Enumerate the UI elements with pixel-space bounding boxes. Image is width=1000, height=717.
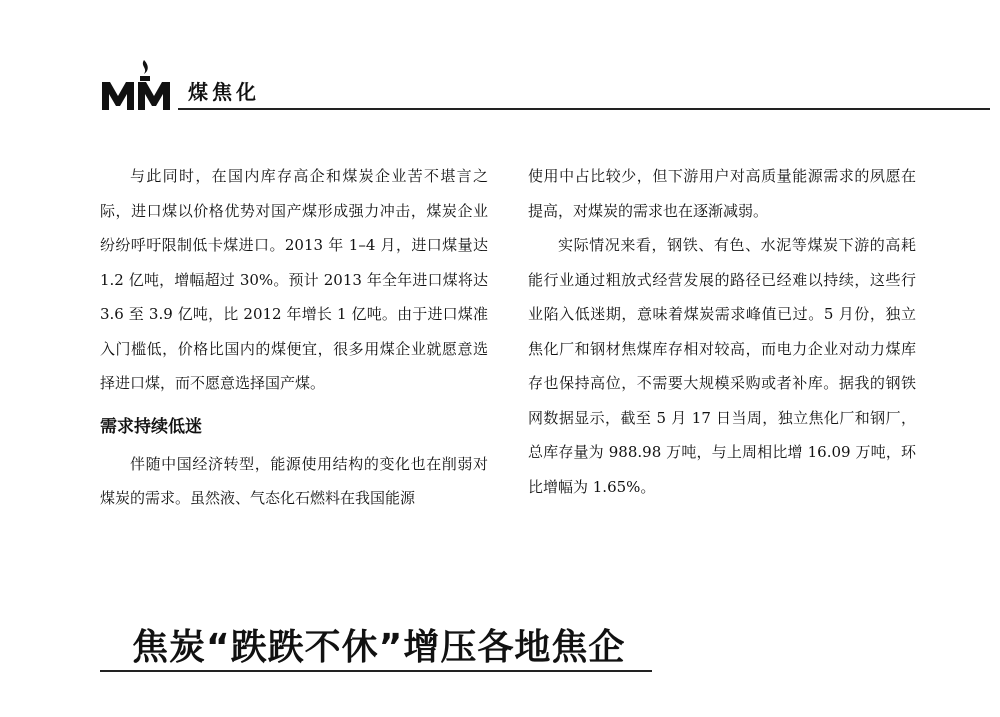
next-article-headline: 焦炭“跌跌不休”增压各地焦企 [132,627,626,668]
right-paragraph-2: 实际情况来看，钢铁、有色、水泥等煤炭下游的高耗能行业通过粗放式经营发展的路径已经难以持续，这些行业陷入低迷期，意味着煤炭需求峰值已过。5 月份，独立焦化厂和钢材焦煤库存相对较高，而电力企业对动力煤库存也保持高位，不需要大规模采购或者补库。据我的钢铁网数据显示，截至 5 月 17 日当周，独立焦化厂和钢厂，总库存量为 988.98 万吨，与上周相比增 16.09 万吨，环比增幅为 1.65%。 [528,236,916,496]
left-paragraph-2: 伴随中国经济转型，能源使用结构的变化也在削弱对煤炭的需求。虽然液、气态化石燃料在我国能源 [100,454,488,507]
left-paragraph-1: 与此同时，在国内库存高企和煤炭企业苦不堪言之际，进口煤以价格优势对国产煤形成强力冲击，煤炭企业纷纷呼吁限制低卡煤进口。2013 年 1–4 月，进口煤量达 1.2 亿吨，增幅超过 30%。预计 2013 年全年进口煤将达 3.6 至 3.9 亿吨，比 2012 年增长 1 亿吨。由于进口煤准入门槛低，价格比国内的煤便宜，很多用煤企业就愿意选择进口煤，而不愿意选择国产煤。 [100,167,488,392]
subheading: 需求持续低迷 [100,416,202,437]
section-title: 煤焦化 [188,80,260,104]
header-rule [178,108,990,110]
right-paragraph-1: 使用中占比较少，但下游用户对高质量能源需求的夙愿在提高，对煤炭的需求也在逐渐减弱。 [528,167,916,220]
right-column [528,159,916,504]
headline-rule [100,670,652,672]
left-column [100,159,488,516]
section-logo [100,56,180,112]
